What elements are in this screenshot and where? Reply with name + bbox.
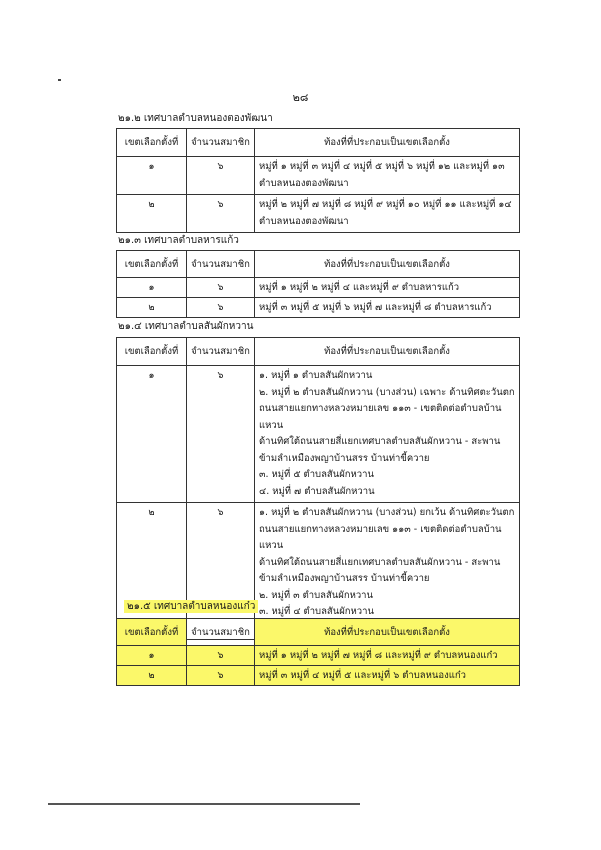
header-members: จำนวนสมาชิก — [187, 251, 255, 278]
section-title-21-5 — [124, 599, 258, 614]
area-cell: หมู่ที่ ๑ หมู่ที่ ๒ หมู่ที่ ๗ หมู่ที่ ๘ และหมู่ที่ ๙ ตำบลหนองแก๋ว — [255, 646, 520, 666]
bottom-rule — [48, 803, 360, 805]
table-row — [117, 195, 520, 233]
header-members: จำนวนสมาชิก — [187, 619, 255, 646]
header-members: จำนวนสมาชิก — [187, 129, 255, 157]
area-line: ถนนสายแยกทางหลวงหมายเลข ๑๑๓ - เขตติดต่อตำบลบ้านแหวน — [259, 403, 502, 431]
zone-cell: ๑ — [117, 157, 187, 195]
page-number: ๒๘ — [292, 91, 309, 104]
header-area: ท้องที่ที่ประกอบเป็นเขตเลือกตั้ง — [255, 338, 520, 366]
header-zone: เขตเลือกตั้งที่ — [117, 619, 187, 646]
area-line: ๓. หมู่ที่ ๕ ตำบลสันผักหวาน — [259, 469, 374, 480]
zone-cell: ๑ — [117, 278, 187, 298]
table-21-2 — [116, 128, 520, 233]
zone-cell: ๒ — [117, 195, 187, 233]
section-title-21-2: ๒๑.๒ เทศบาลตำบลหนองตองพัฒนา — [118, 113, 273, 124]
area-cell: หมู่ที่ ๓ หมู่ที่ ๕ หมู่ที่ ๖ หมู่ที่ ๗ และหมู่ที่ ๘ ตำบลหารแก้ว — [255, 298, 520, 318]
table-row — [117, 278, 520, 298]
area-line: หมู่ที่ ๒ หมู่ที่ ๗ หมู่ที่ ๘ หมู่ที่ ๙ หมู่ที่ ๑๐ หมู่ที่ ๑๑ และหมู่ที่ ๑๔ — [259, 199, 512, 210]
members-cell: ๖ — [187, 278, 255, 298]
header-area: ท้องที่ที่ประกอบเป็นเขตเลือกตั้ง — [255, 129, 520, 157]
members-cell: ๖ — [187, 298, 255, 318]
table-row — [117, 298, 520, 318]
section-title-21-4: ๒๑.๔ เทศบาลตำบลสันผักหวาน — [118, 321, 254, 332]
members-cell: ๖ — [187, 366, 255, 503]
table-row — [117, 157, 520, 195]
members-cell: ๖ — [187, 195, 255, 233]
section-title-21-3: ๒๑.๓ เทศบาลตำบลหารแก้ว — [118, 235, 239, 246]
area-line: ๑. หมู่ที่ ๑ ตำบลสันผักหวาน — [259, 370, 373, 381]
area-line: ข้ามลำเหมืองพญาบ้านสรร บ้านท่าขี้ควาย — [259, 573, 430, 584]
table-row — [117, 646, 520, 666]
area-line: ๒. หมู่ที่ ๒ ตำบลสันผักหวาน (บางส่วน) เฉพาะ ด้านทิศตะวันตก — [259, 386, 515, 398]
zone-cell: ๒ — [117, 298, 187, 318]
zone-cell: ๒ — [117, 503, 187, 640]
header-zone: เขตเลือกตั้งที่ — [117, 129, 187, 157]
header-members: จำนวนสมาชิก — [187, 338, 255, 366]
header-area: ท้องที่ที่ประกอบเป็นเขตเลือกตั้ง — [255, 619, 520, 646]
zone-cell: ๑ — [117, 646, 187, 666]
area-line: ตำบลหนองตองพัฒนา — [259, 215, 349, 227]
table-row — [117, 666, 520, 686]
members-cell: ๖ — [187, 503, 255, 640]
area-line: ถนนสายแยกทางหลวงหมายเลข ๑๑๓ - เขตติดต่อตำบลบ้านแหวน — [259, 523, 502, 551]
zone-cell: ๒ — [117, 666, 187, 686]
area-line: ด้านทิศใต้ถนนสายสี่แยกเทศบาลตำบลสันผักหวาน - สะพาน — [259, 436, 501, 447]
header-zone: เขตเลือกตั้งที่ — [117, 251, 187, 278]
area-line: ๔. หมู่ที่ ๗ ตำบลสันผักหวาน — [259, 485, 375, 497]
table-21-3 — [116, 250, 520, 318]
area-line: ด้านทิศใต้ถนนสายสี่แยกเทศบาลตำบลสันผักหวาน - สะพาน — [259, 556, 501, 568]
highlighted-title: ๒๑.๕ เทศบาลตำบลหนองแก๋ว — [124, 600, 258, 613]
table-21-4 — [116, 337, 520, 640]
members-cell: ๖ — [187, 157, 255, 195]
area-line: ๒. หมู่ที่ ๓ ตำบลสันผักหวาน — [259, 589, 374, 601]
area-cell: หมู่ที่ ๑ หมู่ที่ ๒ หมู่ที่ ๔ และหมู่ที่ ๙ ตำบลหารแก้ว — [255, 278, 520, 298]
members-cell: ๖ — [187, 666, 255, 686]
table-21-5 — [116, 618, 520, 686]
area-line: ตำบลหนองตองพัฒนา — [259, 177, 349, 189]
table-row — [117, 366, 520, 503]
zone-cell: ๑ — [117, 366, 187, 503]
header-zone: เขตเลือกตั้งที่ — [117, 338, 187, 366]
area-line: ๓. หมู่ที่ ๔ ตำบลสันผักหวาน — [259, 606, 374, 617]
header-area: ท้องที่ที่ประกอบเป็นเขตเลือกตั้ง — [255, 251, 520, 278]
area-cell — [255, 366, 520, 503]
area-line: หมู่ที่ ๑ หมู่ที่ ๓ หมู่ที่ ๔ หมู่ที่ ๕ หมู่ที่ ๖ หมู่ที่ ๑๒ และหมู่ที่ ๑๓ — [259, 161, 505, 172]
area-cell — [255, 157, 520, 195]
members-cell: ๖ — [187, 646, 255, 666]
area-line: ข้ามลำเหมืองพญาบ้านสรร บ้านท่าขี้ควาย — [259, 452, 430, 464]
scan-speck — [58, 79, 61, 81]
area-cell — [255, 195, 520, 233]
area-cell: หมู่ที่ ๓ หมู่ที่ ๔ หมู่ที่ ๕ และหมู่ที่ ๖ ตำบลหนองแก๋ว — [255, 666, 520, 686]
area-line: ๑. หมู่ที่ ๒ ตำบลสันผักหวาน (บางส่วน) ยกเว้น ด้านทิศตะวันตก — [259, 507, 515, 518]
